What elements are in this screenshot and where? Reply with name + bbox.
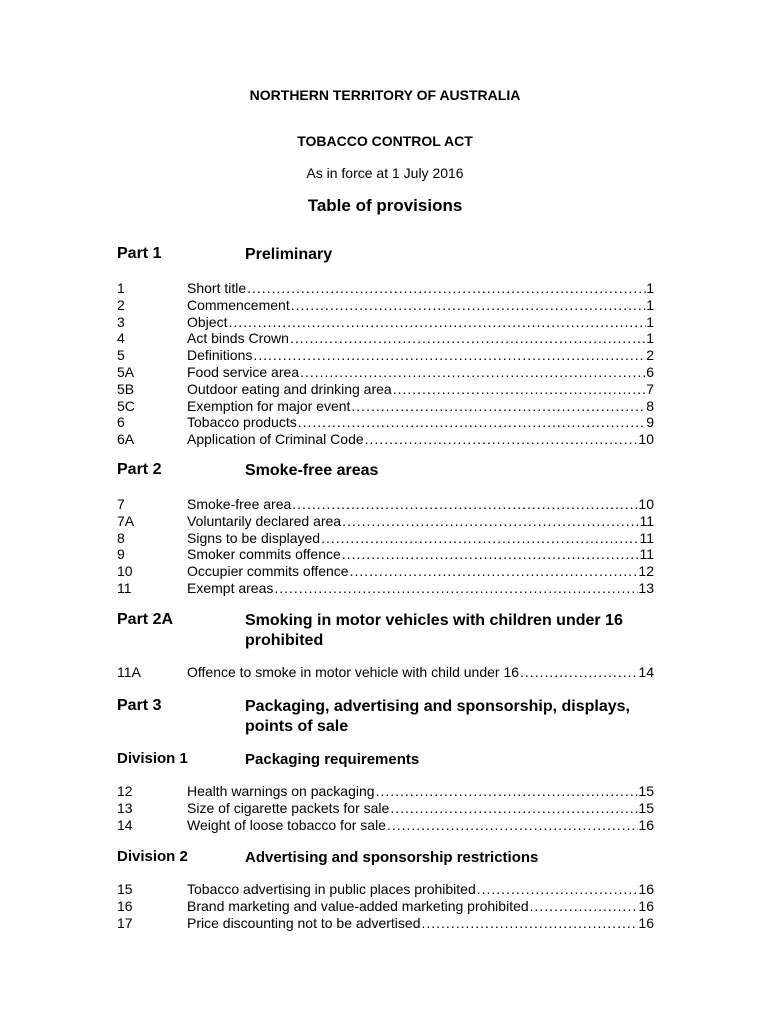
- in-force-date: As in force at 1 July 2016: [306, 165, 464, 181]
- page-number: 16: [638, 816, 654, 833]
- toc-entry[interactable]: [117, 297, 657, 314]
- leader-dots: [273, 580, 638, 597]
- page-number: 15: [638, 799, 654, 816]
- page-number: 16: [638, 881, 654, 897]
- page-number: 11: [639, 546, 654, 563]
- page-number: 15: [638, 783, 654, 799]
- toc-entry[interactable]: [117, 580, 657, 597]
- page-number: 1: [646, 296, 654, 313]
- section-number: 5A: [117, 363, 135, 380]
- section-number: 5C: [117, 397, 135, 414]
- toc-entries: [117, 496, 657, 597]
- toc-entry[interactable]: [117, 496, 657, 513]
- section-number: 7: [117, 496, 125, 512]
- section-title: Food service area: [187, 363, 300, 380]
- act-title: TOBACCO CONTROL ACT: [297, 133, 473, 149]
- toc-entry[interactable]: [117, 530, 657, 547]
- page-number: 10: [638, 431, 654, 448]
- section-title: Weight of loose tobacco for sale: [187, 816, 386, 833]
- toc-entries: [117, 280, 657, 448]
- section-title: Smoker commits offence: [187, 546, 341, 563]
- toc-entry[interactable]: [117, 314, 657, 331]
- leader-dots: [246, 280, 646, 297]
- leader-dots: [299, 364, 646, 381]
- part-heading: [117, 461, 657, 481]
- section-title: Health warnings on packaging: [187, 783, 375, 799]
- toc-entry[interactable]: [117, 546, 657, 563]
- page-number: 10: [638, 496, 654, 512]
- leader-dots: [350, 398, 646, 415]
- section-number: 1: [117, 280, 125, 296]
- section-number: 5: [117, 347, 125, 364]
- toc-entry[interactable]: [117, 915, 657, 932]
- division-1: [117, 750, 657, 833]
- section-title: Definitions: [187, 347, 253, 364]
- part-2a: [117, 611, 657, 681]
- leader-dots: [289, 330, 646, 347]
- section-title: Exemption for major event: [187, 397, 351, 414]
- section-title: Smoke-free area: [187, 496, 292, 512]
- toc-entry[interactable]: [117, 431, 657, 448]
- part-3: [117, 697, 657, 737]
- part-label: Part 1: [117, 245, 162, 262]
- toc-entry[interactable]: [117, 330, 657, 347]
- division-2: [117, 848, 657, 931]
- page-number: 2: [646, 347, 654, 364]
- section-number: 3: [117, 313, 125, 330]
- section-number: 8: [117, 529, 125, 546]
- part-2: [117, 461, 657, 597]
- leader-dots: [364, 431, 639, 448]
- part-heading: [117, 697, 657, 737]
- division-title: Advertising and sponsorship restrictions: [245, 849, 539, 866]
- toc-title: Table of provisions: [307, 196, 463, 215]
- leader-dots: [320, 530, 639, 547]
- section-number: 6: [117, 414, 125, 431]
- toc-entry[interactable]: [117, 280, 657, 297]
- page-number: 7: [646, 380, 654, 397]
- section-number: 14: [117, 816, 133, 833]
- section-title: Commencement: [187, 296, 290, 313]
- part-1: [117, 245, 657, 448]
- section-number: 4: [117, 330, 125, 347]
- division-heading: [117, 750, 657, 770]
- leader-dots: [389, 800, 638, 817]
- section-title: Outdoor eating and drinking area: [187, 380, 392, 397]
- toc-entry[interactable]: [117, 800, 657, 817]
- section-number: 11: [117, 579, 132, 596]
- division-label: Division 2: [117, 848, 188, 865]
- page-number: 16: [638, 914, 654, 931]
- page-number: 13: [638, 579, 654, 596]
- page-number: 1: [646, 313, 654, 330]
- toc-entry[interactable]: [117, 513, 657, 530]
- page-number: 9: [646, 414, 654, 431]
- leader-dots: [297, 414, 646, 431]
- page-number: 1: [646, 280, 654, 296]
- toc-entry[interactable]: [117, 347, 657, 364]
- leader-dots: [227, 314, 646, 331]
- toc-entry[interactable]: [117, 783, 657, 800]
- toc-entry[interactable]: [117, 881, 657, 898]
- page-number: 1: [646, 330, 654, 347]
- part-title: Smoking in motor vehicles with children under 16 prohibited: [245, 612, 623, 649]
- leader-dots: [519, 664, 638, 681]
- division-heading: [117, 848, 657, 868]
- section-title: Application of Criminal Code: [187, 431, 364, 448]
- section-number: 7A: [117, 512, 135, 529]
- part-title: Preliminary: [245, 246, 333, 263]
- leader-dots: [529, 898, 639, 915]
- leader-dots: [341, 513, 639, 530]
- toc-entries: [117, 783, 657, 833]
- section-title: Occupier commits offence: [187, 563, 349, 580]
- section-number: 15: [117, 881, 133, 897]
- section-number: 2: [117, 296, 125, 313]
- division-title: Packaging requirements: [245, 751, 420, 768]
- section-number: 13: [117, 799, 133, 816]
- section-number: 10: [117, 563, 133, 580]
- part-title: Packaging, advertising and sponsorship, displays, points of sale: [245, 698, 630, 735]
- section-title: Offence to smoke in motor vehicle with child under 16: [187, 664, 520, 680]
- section-title: Size of cigarette packets for sale: [187, 799, 390, 816]
- toc-entries: [117, 664, 657, 681]
- part-title: Smoke-free areas: [245, 462, 379, 479]
- leader-dots: [349, 563, 639, 580]
- part-heading: [117, 611, 657, 651]
- page-number: 12: [638, 563, 654, 580]
- part-label: Part 2: [117, 461, 162, 478]
- section-number: 5B: [117, 380, 135, 397]
- section-number: 17: [117, 914, 133, 931]
- section-title: Exempt areas: [187, 579, 274, 596]
- section-number: 11A: [117, 664, 141, 680]
- toc-entry[interactable]: [117, 563, 657, 580]
- part-label: Part 2A: [117, 611, 174, 628]
- leader-dots: [386, 817, 638, 834]
- leader-dots: [375, 783, 639, 800]
- leader-dots: [291, 496, 638, 513]
- page-number: 16: [638, 897, 654, 914]
- section-number: 9: [117, 546, 125, 563]
- leader-dots: [420, 915, 638, 932]
- leader-dots: [341, 546, 640, 563]
- toc-entry[interactable]: [117, 381, 657, 398]
- toc-entry[interactable]: [117, 398, 657, 415]
- page-number: 8: [646, 397, 654, 414]
- section-title: Short title: [187, 280, 247, 296]
- toc-entries: [117, 881, 657, 931]
- leader-dots: [476, 881, 639, 898]
- section-number: 16: [117, 897, 133, 914]
- toc-entry[interactable]: [117, 817, 657, 834]
- jurisdiction-heading: NORTHERN TERRITORY OF AUSTRALIA: [249, 87, 521, 103]
- section-title: Signs to be displayed: [187, 529, 321, 546]
- part-label: Part 3: [117, 697, 162, 714]
- leader-dots: [290, 297, 647, 314]
- page-number: 6: [646, 363, 654, 380]
- toc-entry[interactable]: [117, 898, 657, 915]
- section-title: Object: [187, 313, 228, 330]
- section-number: 6A: [117, 431, 135, 448]
- section-title: Act binds Crown: [187, 330, 289, 347]
- toc-entry[interactable]: [117, 664, 657, 681]
- division-label: Division 1: [117, 750, 188, 767]
- page-number: 14: [638, 664, 654, 680]
- leader-dots: [392, 381, 647, 398]
- section-title: Tobacco advertising in public places prohibited: [187, 881, 476, 897]
- part-heading: [117, 245, 657, 265]
- toc-entry[interactable]: [117, 364, 657, 381]
- section-title: Brand marketing and value-added marketing prohibited: [187, 897, 529, 914]
- leader-dots: [252, 347, 646, 364]
- section-title: Voluntarily declared area: [187, 512, 342, 529]
- page-number: 11: [639, 512, 654, 529]
- section-title: Price discounting not to be advertised: [187, 914, 421, 931]
- section-title: Tobacco products: [187, 414, 297, 431]
- page-number: 11: [639, 529, 654, 546]
- toc-entry[interactable]: [117, 414, 657, 431]
- section-number: 12: [117, 783, 133, 799]
